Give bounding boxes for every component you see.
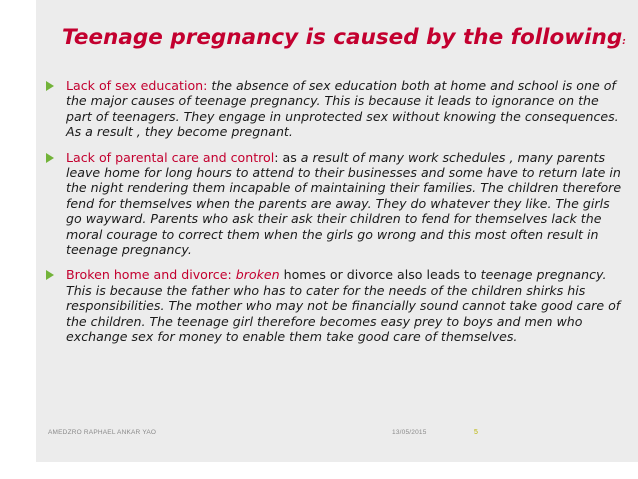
bullet-item-broken-home bbox=[44, 267, 624, 344]
bullet-after-lead: : as bbox=[274, 149, 297, 165]
bullet-item-parental-care bbox=[44, 150, 624, 258]
footer-page-number: 5 bbox=[474, 429, 479, 436]
bullet-lead: Broken home and divorce: bbox=[66, 267, 232, 283]
triangle-right-icon bbox=[46, 81, 54, 91]
bullet-lead-italic: broken bbox=[231, 267, 280, 283]
triangle-right-icon bbox=[46, 270, 54, 280]
bullet-body: teenage pregnancy. This is because the father who has to cater for the needs of the children shirks his responsibilities. The mother who may not be financially sound cannot take good care of the children. The teenage girl therefore becomes easy prey to boys and men who exchange sex for money to enable them take good care of themselves. bbox=[66, 267, 621, 345]
bullet-body: a result of many work schedules , many parents leave home for long hours to attend to their businesses and some have to return late in the night rendering them incapable of maintaining their families. The children therefore fend for themselves when the parents are away. They do whatever they like. The girls go wayward. Parents who ask their ask their children to fend for themselves lack the moral courage to correct them when the girls go wrong and this most often result in teenage pregnancy. bbox=[66, 149, 622, 258]
bullet-lead: Lack of sex education: bbox=[66, 78, 208, 93]
slide-title-text: Teenage pregnancy is caused by the following bbox=[62, 25, 623, 50]
slide-left-margin bbox=[0, 0, 36, 479]
triangle-right-icon bbox=[46, 153, 54, 163]
footer-date: 13/05/2015 bbox=[392, 429, 427, 436]
bullet-after-lead: homes or divorce also leads to bbox=[279, 267, 477, 283]
bullet-body: the absence of sex education both at home and school is one of the major causes of teenage pregnancy. This is because it leads to ignorance on the part of teenagers. They engage in unprotected sex without knowing the consequences. As a result , they become pregnant. bbox=[66, 78, 619, 140]
slide-title bbox=[62, 24, 632, 56]
bullet-item-sex-education bbox=[44, 78, 624, 140]
footer-author: AMEDZRO RAPHAEL ANKAR YAO bbox=[48, 429, 157, 436]
slide-title-suffix: : bbox=[622, 37, 626, 47]
bullet-list bbox=[44, 78, 624, 355]
bullet-lead: Lack of parental care and control bbox=[66, 149, 275, 165]
